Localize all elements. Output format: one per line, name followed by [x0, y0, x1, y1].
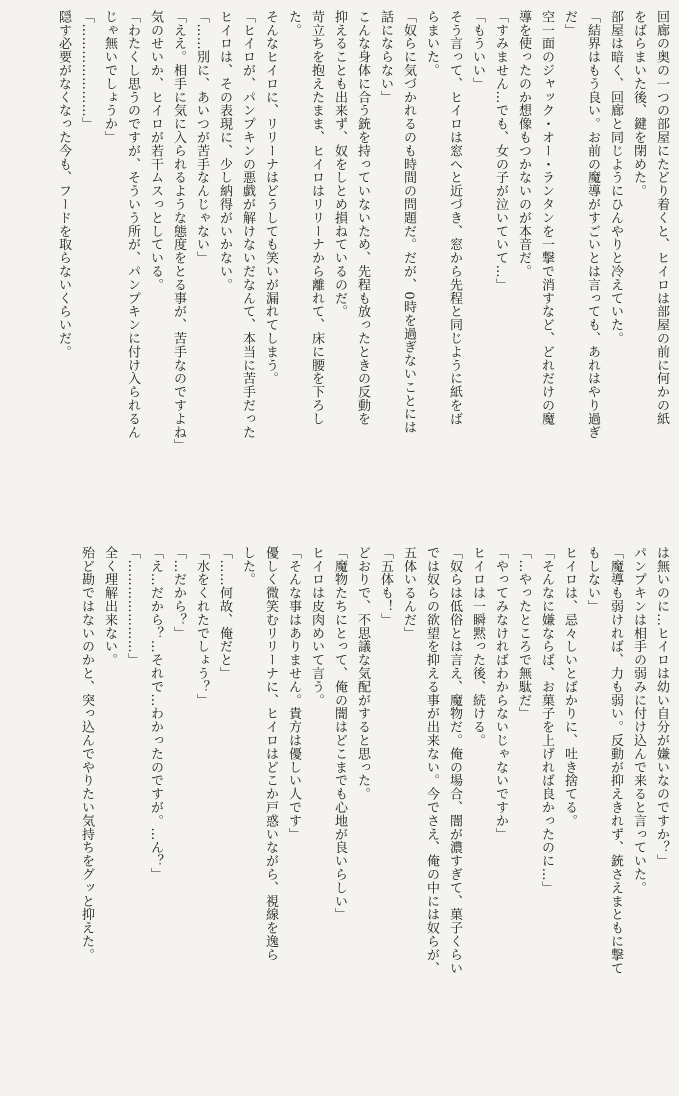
text-line: 「え…だから？…それで…わかったのですが。…ん？」	[148, 546, 163, 881]
text-line: こんな身体に合う銃を持っていないため、先程も放ったときの反動を	[355, 10, 370, 426]
text-line: た。	[286, 10, 301, 37]
text-line: 「魔物たちにとって、俺の闇はどこまでも心地が良いらしい」	[332, 546, 347, 922]
text-line: 「ええ。相手に気に入られるような態度をとる事が、苦手なのですよね」	[171, 10, 186, 453]
text-line: 「…やったところで無駄だ」	[516, 546, 531, 721]
text-line: だ」	[562, 10, 577, 37]
text-line: 「魔導も弱ければ、力も弱い。反動が抑えきれず、銃さえまともに撃て	[608, 546, 623, 975]
text-line: ヒイロは一瞬黙った後、続ける。	[470, 546, 485, 747]
text-line: 「五体も！」	[378, 546, 393, 627]
text-line: 導を使ったのか想像もつかないのが本音だ。	[516, 10, 531, 278]
text-line: 「結界はもう良い。お前の魔導がすごいとは言っても、あれはやり過ぎ	[585, 10, 600, 439]
text-line: 五体いるんだ」	[401, 546, 416, 640]
text-line: ヒイロは、その表現に、少し納得がいかない。	[217, 10, 232, 292]
text-line: 回廊の奥の一つの部屋にたどり着くと、ヒイロは部屋の前に何かの紙	[654, 10, 669, 426]
text-line: 隠す必要がなくなった今も、フードを取らないくらいだ。	[56, 10, 71, 359]
text-line: 全く理解出来ない。	[102, 546, 117, 667]
text-line: ヒイロは皮肉めいて言う。	[309, 546, 324, 707]
text-line: パンプキンは相手の弱みに付け込んで来ると言っていた。	[631, 546, 646, 895]
text-line: 「そんな事はありません。貴方は優しい人です」	[286, 546, 301, 841]
text-line: 苛立ちを抱えたまま、ヒイロはリリーナから離れて、床に腰を下ろし	[309, 10, 324, 426]
text-line: 「…だから？」	[171, 546, 186, 640]
text-line: 殆ど勘ではないのかと、突っ込んでやりたい気持ちをグッと抑えた。	[79, 546, 94, 962]
text-line: 優しく微笑むリリーナに、ヒイロはどこか戸惑いながら、視線を逸ら	[263, 546, 278, 962]
bottom-text-block	[75, 546, 673, 1086]
text-line: では奴らの欲望を抑える事が出来ない。今でさえ、俺の中には奴らが、	[424, 546, 439, 975]
text-line: 抑えることも出来ず、奴をしとめ損ねているのだ。	[332, 10, 347, 319]
text-line: 「……何故、俺だと」	[217, 546, 232, 680]
text-line: 「…………………」	[125, 546, 140, 667]
text-line: らまいた。	[424, 10, 439, 77]
text-line: 「もういい」	[470, 10, 485, 91]
text-line: 「奴らは低俗とは言え、魔物だ。俺の場合、闇が濃すぎて、菓子くらい	[447, 546, 462, 975]
text-line: もしない」	[585, 546, 600, 613]
text-line: そんなヒイロに、リリーナはどうしても笑いが漏れてしまう。	[263, 10, 278, 386]
text-line: 「……別に、あいつが苦手なんじゃない」	[194, 10, 209, 265]
text-line: 「やってみなければわからないじゃないですか」	[493, 546, 508, 841]
text-line: 「…………………」	[79, 10, 94, 131]
text-line: 「奴らに気づかれるのも時間の問題だ。だが、0時を過ぎないことには	[401, 10, 416, 435]
text-line: した。	[240, 546, 255, 587]
text-line: ヒイロは、忌々しいとばかりに、吐き捨てる。	[562, 546, 577, 828]
text-line: 気のせいか、ヒイロが若干ムスっとしている。	[148, 10, 163, 292]
text-line: 「そんなに嫌ならば、お菓子を上げれば良かったのに…」	[539, 546, 554, 895]
top-text-block	[52, 10, 673, 520]
text-line: をばらまいた後、鍵を閉めた。	[631, 10, 646, 198]
text-line: どおりで、不思議な気配がすると思った。	[355, 546, 370, 801]
text-line: は無いのに…ヒイロは幼い自分が嫌いなのですか？」	[654, 546, 669, 868]
text-line: 「わたくし思うのですが、そういう所が、パンプキンに付け入られるん	[125, 10, 140, 439]
text-line: 「ヒイロが、パンプキンの悪戯が解けないだなんて、本当に苦手だった	[240, 10, 255, 439]
text-line: 部屋は暗く、回廊と同じようにひんやりと冷えていた。	[608, 10, 623, 345]
text-line: 「水をくれたでしょう？」	[194, 546, 209, 707]
text-line: そう言って、ヒイロは窓へと近づき、窓から先程と同じように紙をば	[447, 10, 462, 426]
text-line: 「すみません…でも、女の子が泣いていて…」	[493, 10, 508, 292]
text-line: 話にならない」	[378, 10, 393, 104]
text-line: じゃ無いでしょうか」	[102, 10, 117, 144]
text-line: 空一面のジャック・オー・ランタンを一撃で消すなど、どれだけの魔	[539, 10, 554, 426]
